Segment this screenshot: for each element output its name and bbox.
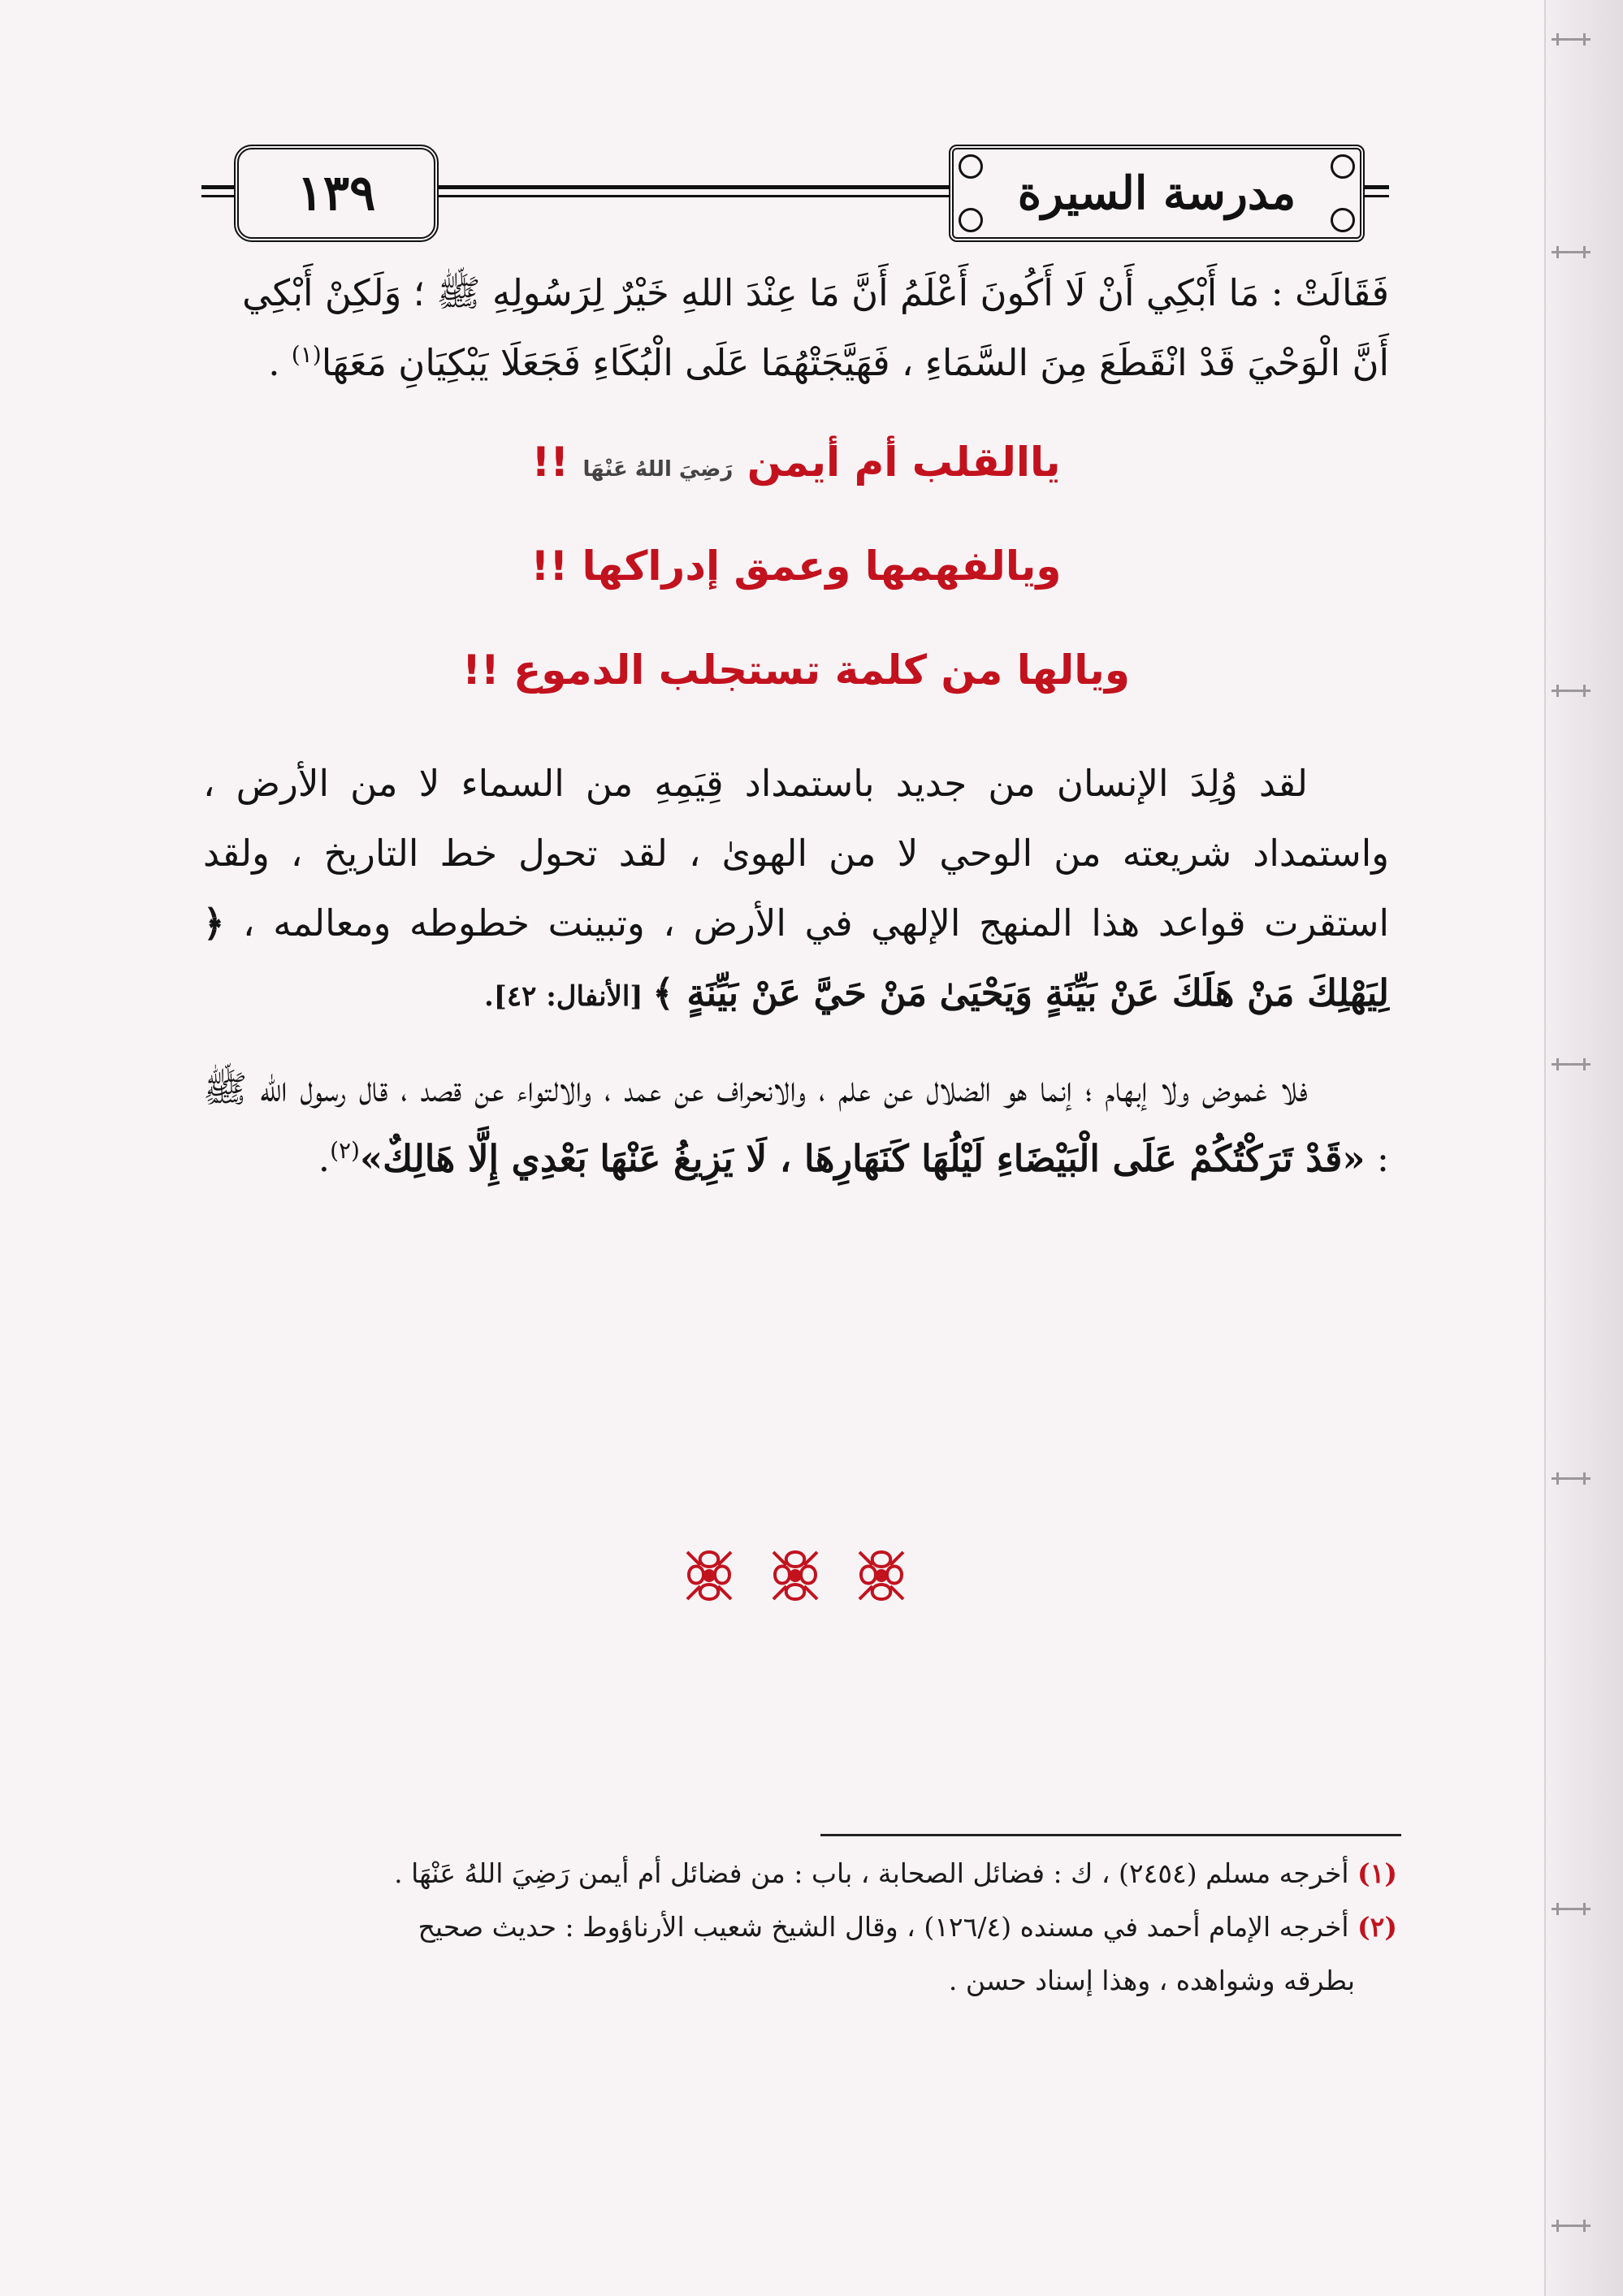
footnote-ref-2: (٢) <box>330 1137 360 1164</box>
footnote-2 <box>203 1902 1397 1952</box>
book-title: مدرسة السيرة <box>1017 166 1296 220</box>
section-divider <box>0 1547 1623 1612</box>
paragraph-3-text: فلا غموض ولا إبهام ؛ إنما هو الضلال عن علم ، والانحراف عن عمد ، والالتواء عن قصد ، قال رسول الله ﷺ : <box>203 1067 1389 1180</box>
corner-ornament-icon <box>959 208 983 232</box>
corner-ornament-icon <box>1331 208 1355 232</box>
heading-1-text: ياالقلب أم أيمن <box>747 439 1061 486</box>
paragraph-1-line-2 <box>203 328 1389 398</box>
paragraph-2 <box>203 749 1389 1031</box>
footnote-2-continuation: بطرقه وشواهده ، وهذا إسناد حسن . <box>948 1965 1355 1996</box>
binding-stitch <box>1552 2217 1591 2235</box>
quran-verse: ﴿ لِيَهْلِكَ مَنْ هَلَكَ عَنْ بَيِّنَةٍ وَيَحْيَىٰ مَنْ حَيَّ عَنْ بَيِّنَةٍ ﴾ <box>203 902 1389 1014</box>
footnote-2-number: (٢) <box>1357 1911 1397 1943</box>
paragraph-3-body <box>203 1054 1389 1194</box>
binding-stitch <box>1552 244 1591 262</box>
heading-1 <box>203 439 1389 486</box>
floral-ornament-icon <box>853 1547 910 1604</box>
paragraph-1-end: . <box>268 341 292 384</box>
binding-stitch <box>1552 1900 1591 1918</box>
paragraph-1-line-1: فَقَالَتْ : مَا أَبْكِي أَنْ لَا أَكُونَ أَعْلَمُ أَنَّ مَا عِنْدَ اللهِ خَيْرٌ لِرَسُولِهِ ﷺ ؛ وَلَكِنْ أَبْكِي <box>242 271 1389 314</box>
corner-ornament-icon <box>1331 154 1355 179</box>
footnote-ref-1: (١) <box>291 341 322 368</box>
paragraph-1-line-2-text: أَنَّ الْوَحْيَ قَدْ انْقَطَعَ مِنَ السَّمَاءِ ، فَهَيَّجَتْهُمَا عَلَى الْبُكَاءِ فَجَعَلَا يَبْكِيَانِ مَعَهَا <box>321 341 1389 384</box>
paragraph-1 <box>203 258 1389 398</box>
paragraph-2-text: لقد وُلِدَ الإنسان من جديد باستمداد قِيَمِهِ من السماء لا من الأرض ، واستمداد شريعته من الوحي لا من الهوىٰ ، لقد تحول خط التاريخ ، ولقد استقرت قواعد هذا المنهج الإلهي في الأرض ، وتبينت خطوطه ومعالمه ، <box>203 762 1389 945</box>
page-edge <box>1544 0 1623 2296</box>
hadith-quote: «قَدْ تَرَكْتُكُمْ عَلَى الْبَيْضَاءِ لَيْلُهَا كَنَهَارِهَا ، لَا يَزِيغُ عَنْهَا بَعْدِي إِلَّا هَالِكٌ» <box>359 1137 1365 1180</box>
footnote-1-text: أخرجه مسلم (٢٤٥٤) ، ك : فضائل الصحابة ، باب : من فضائل أم أيمن رَضِيَ اللهُ عَنْهَا . <box>394 1857 1349 1889</box>
binding-stitch <box>1552 682 1591 700</box>
paragraph-3-end: . <box>318 1137 331 1180</box>
binding-stitch <box>1552 31 1591 49</box>
page-number-frame <box>234 145 439 242</box>
heading-3: ويالها من كلمة تستجلب الدموع !! <box>462 646 1130 694</box>
heading-2: ويالفهمها وعمق إدراكها !! <box>530 543 1062 590</box>
footnotes <box>203 1848 1397 2009</box>
paragraph-3 <box>203 1054 1389 1194</box>
footnote-2-text: أخرجه الإمام أحمد في مسنده (١٢٦/٤) ، وقال الشيخ شعيب الأرناؤوط : حديث صحيح <box>418 1911 1349 1943</box>
quran-reference: [الأنفال: ٤٢]. <box>483 980 653 1013</box>
page-number: ١٣٩ <box>296 165 376 222</box>
floral-ornament-icon <box>681 1547 738 1604</box>
footnote-1-number: (١) <box>1357 1857 1397 1889</box>
footnote-separator <box>820 1834 1401 1836</box>
book-title-frame <box>949 145 1365 242</box>
binding-stitch <box>1552 1470 1591 1488</box>
paragraph-2-body <box>203 749 1389 1031</box>
footnote-1 <box>203 1848 1397 1899</box>
corner-ornament-icon <box>959 154 983 179</box>
heading-1-honorific: رَضِيَ اللهُ عَنْهَا <box>582 457 734 482</box>
binding-stitch <box>1552 1056 1591 1074</box>
heading-1-end: !! <box>531 439 583 486</box>
floral-ornament-icon <box>767 1547 824 1604</box>
page-header <box>201 145 1389 234</box>
